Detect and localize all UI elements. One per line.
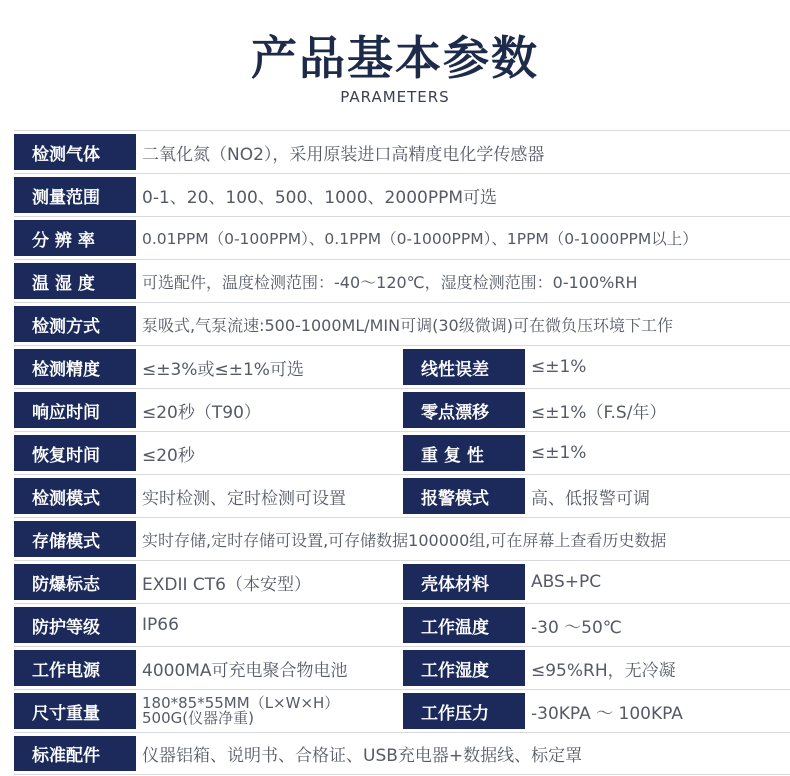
page-subtitle: PARAMETERS [340, 88, 450, 106]
param-label: 工作压力 [403, 693, 525, 729]
param-label: 检测模式 [14, 478, 136, 514]
param-label: 检测方式 [14, 306, 136, 342]
page-title: 产品基本参数 [251, 31, 539, 85]
param-row [14, 732, 790, 775]
param-value: IP66 [142, 615, 179, 635]
param-value: ≤±1% [531, 357, 587, 377]
param-value: 4000MA可充电聚合物电池 [142, 660, 348, 681]
param-value: 泵吸式,气泵流速:500-1000ML/MIN可调(30级微调)可在微负压环境下工作 [142, 315, 673, 335]
param-label: 工作湿度 [403, 650, 525, 686]
param-value: -30 ～50℃ [531, 617, 622, 638]
param-row [14, 474, 790, 517]
param-value: ≤20秒 [142, 445, 195, 466]
param-value-weight: 500G(仪器净重) [142, 709, 254, 727]
param-label: 温 湿 度 [14, 263, 136, 299]
param-label: 标准配件 [14, 736, 136, 771]
param-label: 分 辨 率 [14, 220, 136, 256]
param-value: 0-1、20、100、500、1000、2000PPM可选 [142, 187, 497, 208]
param-label: 防护等级 [14, 607, 136, 643]
param-value: 二氧化氮（NO2），采用原装进口高精度电化学传感器 [142, 144, 545, 165]
param-row [14, 689, 790, 732]
param-label: 报警模式 [403, 478, 525, 514]
param-label: 零点漂移 [403, 392, 525, 428]
param-value: EXDII CT6（本安型） [142, 574, 311, 595]
param-row [14, 345, 790, 388]
param-value: 可选配件，温度检测范围：-40～120℃，湿度检测范围：0-100%RH [142, 272, 638, 292]
param-value: 高、低报警可调 [531, 488, 650, 509]
param-label: 检测精度 [14, 349, 136, 385]
param-label: 线性误差 [403, 349, 525, 385]
param-row [14, 603, 790, 646]
param-row [14, 388, 790, 431]
param-label: 存储模式 [14, 521, 136, 557]
param-row [14, 431, 790, 474]
param-row [14, 216, 790, 259]
param-label: 防爆标志 [14, 564, 136, 600]
param-label: 响应时间 [14, 392, 136, 428]
param-value: 实时存储,定时存储可设置,可存储数据100000组,可在屏幕上查看历史数据 [142, 530, 667, 550]
param-value: ≤±1%（F.S/年） [531, 402, 667, 423]
parameters-table [14, 130, 790, 775]
param-label: 恢复时间 [14, 435, 136, 471]
param-row [14, 646, 790, 689]
param-value: ≤±3%或≤±1%可选 [142, 359, 304, 380]
param-value: 仪器铝箱、说明书、合格证、USB充电器+数据线、标定罩 [142, 746, 583, 766]
param-value-dimensions: 180*85*55MM（L×W×H） [142, 694, 340, 712]
param-value-stack [136, 690, 403, 732]
param-value: ≤20秒（T90） [142, 402, 261, 423]
param-row [14, 302, 790, 345]
param-label: 工作电源 [14, 650, 136, 686]
param-value: 0.01PPM（0-100PPM）、0.1PPM（0-1000PPM）、1PPM（0-1000PPM以上） [142, 230, 698, 248]
param-value: -30KPA ～ 100KPA [531, 703, 683, 724]
param-row [14, 130, 790, 173]
param-row [14, 517, 790, 560]
param-row [14, 173, 790, 216]
param-value: ≤95%RH，无冷凝 [531, 660, 676, 681]
param-label: 工作温度 [403, 607, 525, 643]
param-label: 重 复 性 [403, 435, 525, 471]
param-value: 实时检测、定时检测可设置 [142, 488, 346, 509]
param-label: 尺寸重量 [14, 693, 136, 729]
param-value: ≤±1% [531, 443, 587, 463]
param-row [14, 259, 790, 302]
param-label: 壳体材料 [403, 564, 525, 600]
param-value: ABS+PC [531, 572, 602, 592]
param-label: 检测气体 [14, 134, 136, 170]
param-label: 测量范围 [14, 177, 136, 213]
param-row [14, 560, 790, 603]
